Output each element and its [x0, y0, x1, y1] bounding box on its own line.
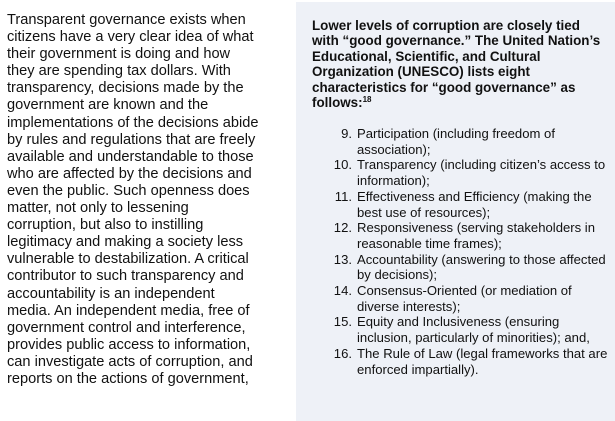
list-item-number: 13. [333, 251, 352, 267]
list-item-text: The Rule of Law (legal frameworks that are enforced impartially). [357, 345, 608, 377]
list-item [328, 346, 612, 377]
list-item-text: Accountability (answering to those affected by decisions); [357, 251, 606, 283]
list-item-text: Equity and Inclusiveness (ensuring inclusion, particularly of minorities); and, [357, 314, 590, 346]
list-item [328, 283, 612, 314]
footnote-reference: 18 [362, 95, 372, 105]
list-item [328, 252, 612, 283]
list-item [328, 126, 612, 157]
sidebar-box [296, 2, 615, 421]
list-item [328, 157, 612, 188]
list-item-text: Consensus-Oriented (or mediation of diverse interests); [357, 283, 572, 314]
body-paragraph: Transparent governance exists when citizens have a very clear idea of what their government is doing and how they are spending tax dollars. With transparency, decisions made by the government are known and the implementations of the decisions abide by rules and regulations that are freely available and understandable to those who are affected by the decisions and even the public. Such openness does matter, not only to lessening corruption, but also to instilling legitimacy and making a society less vulnerable to destabilization. A critical contributor to such transparency and accountability is an independent media. An independent media, free of government control and interference, provides public access to information, can investigate acts of corruption, and reports on the actions of government, [7, 12, 259, 387]
list-item-number: 10. [333, 157, 352, 173]
list-item-number: 11. [334, 188, 352, 204]
list-item [328, 189, 612, 220]
list-item-number: 14. [333, 283, 352, 299]
list-item-text: Effectiveness and Efficiency (making the best use of resources); [357, 188, 592, 220]
list-item-number: 12. [333, 220, 352, 236]
list-item-text: Transparency (including citizen’s access to information); [357, 157, 606, 189]
list-item-number: 9. [341, 126, 352, 141]
list-item-text: Responsiveness (serving stakeholders in reasonable time frames); [357, 220, 595, 251]
list-item-text: Participation (including freedom of association); [357, 126, 555, 157]
list-item-number: 15. [333, 314, 352, 330]
sidebar-heading-text: Lower levels of corruption are closely tied with “good governance.” The United Nation’s Educational, Scientific, and Cultural Organization (UNESCO) lists eight characteristics for “good governance” as follows: [312, 18, 601, 111]
list-item [328, 314, 612, 345]
sidebar-heading [312, 18, 602, 110]
governance-characteristics-list [328, 126, 612, 377]
list-item-number: 16. [333, 345, 352, 361]
list-item [328, 220, 612, 251]
